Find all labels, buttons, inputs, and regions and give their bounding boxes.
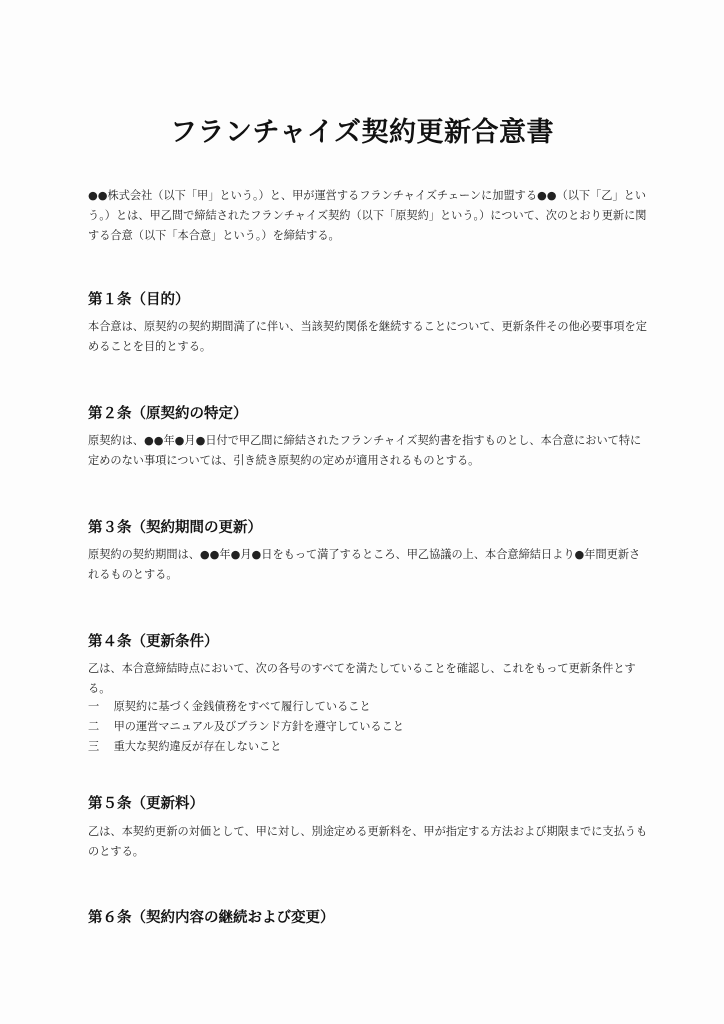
list-item-number: 三 [88, 740, 100, 753]
article-5-body: 乙は、本契約更新の対価として、甲に対し、別途定める更新料を、甲が指定する方法および期限までに支払うものとする。 [88, 825, 648, 858]
document-title: フランチャイズ契約更新合意書 [170, 117, 554, 148]
article-6-heading: 第６条（契約内容の継続および変更） [88, 910, 335, 926]
article-2-body: 原契約は、●●年●月●日付で甲乙間に締結されたフランチャイズ契約書を指すものとし、本合意において特に定めのない事項については、引き続き原契約の定めが適用されるものとする。 [88, 434, 642, 467]
article-1-heading: 第１条（目的） [88, 292, 190, 308]
article-3-body: 原契約の契約期間は、●●年●月●日をもって満了するところ、甲乙協議の上、本合意締結日より●年間更新されるものとする。 [88, 548, 641, 581]
list-item-number: 一 [88, 700, 100, 713]
list-item-number: 二 [88, 720, 100, 733]
article-4-heading: 第４条（更新条件） [88, 634, 219, 650]
preamble-paragraph: ●●株式会社（以下「甲」という。）と、甲が運営するフランチャイズチェーンに加盟する●●（以下「乙」という。）とは、甲乙間で締結されたフランチャイズ契約（以下「原契約」という。）について、次のとおり更新に関する合意（以下「本合意」という。）を締結する。 [88, 189, 647, 242]
list-item [88, 737, 648, 757]
article-3-heading: 第３条（契約期間の更新） [88, 520, 262, 536]
article-4-body: 乙は、本合意締結時点において、次の各号のすべてを満たしていることを確認し、これをもって更新条件とする。 [88, 662, 636, 695]
list-item-text: 重大な契約違反が存在しないこと [113, 740, 282, 753]
article-2-heading: 第２条（原契約の特定） [88, 406, 248, 422]
list-item [88, 697, 648, 717]
list-item-text: 甲の運営マニュアル及びブランド方針を遵守していること [113, 720, 404, 733]
article-4-item-list [88, 697, 648, 757]
article-5-heading: 第５条（更新料） [88, 796, 204, 812]
list-item [88, 717, 648, 737]
article-1-body: 本合意は、原契約の契約期間満了に伴い、当該契約関係を継続することについて、更新条件その他必要事項を定めることを目的とする。 [88, 320, 647, 353]
list-item-text: 原契約に基づく金銭債務をすべて履行していること [113, 700, 371, 713]
